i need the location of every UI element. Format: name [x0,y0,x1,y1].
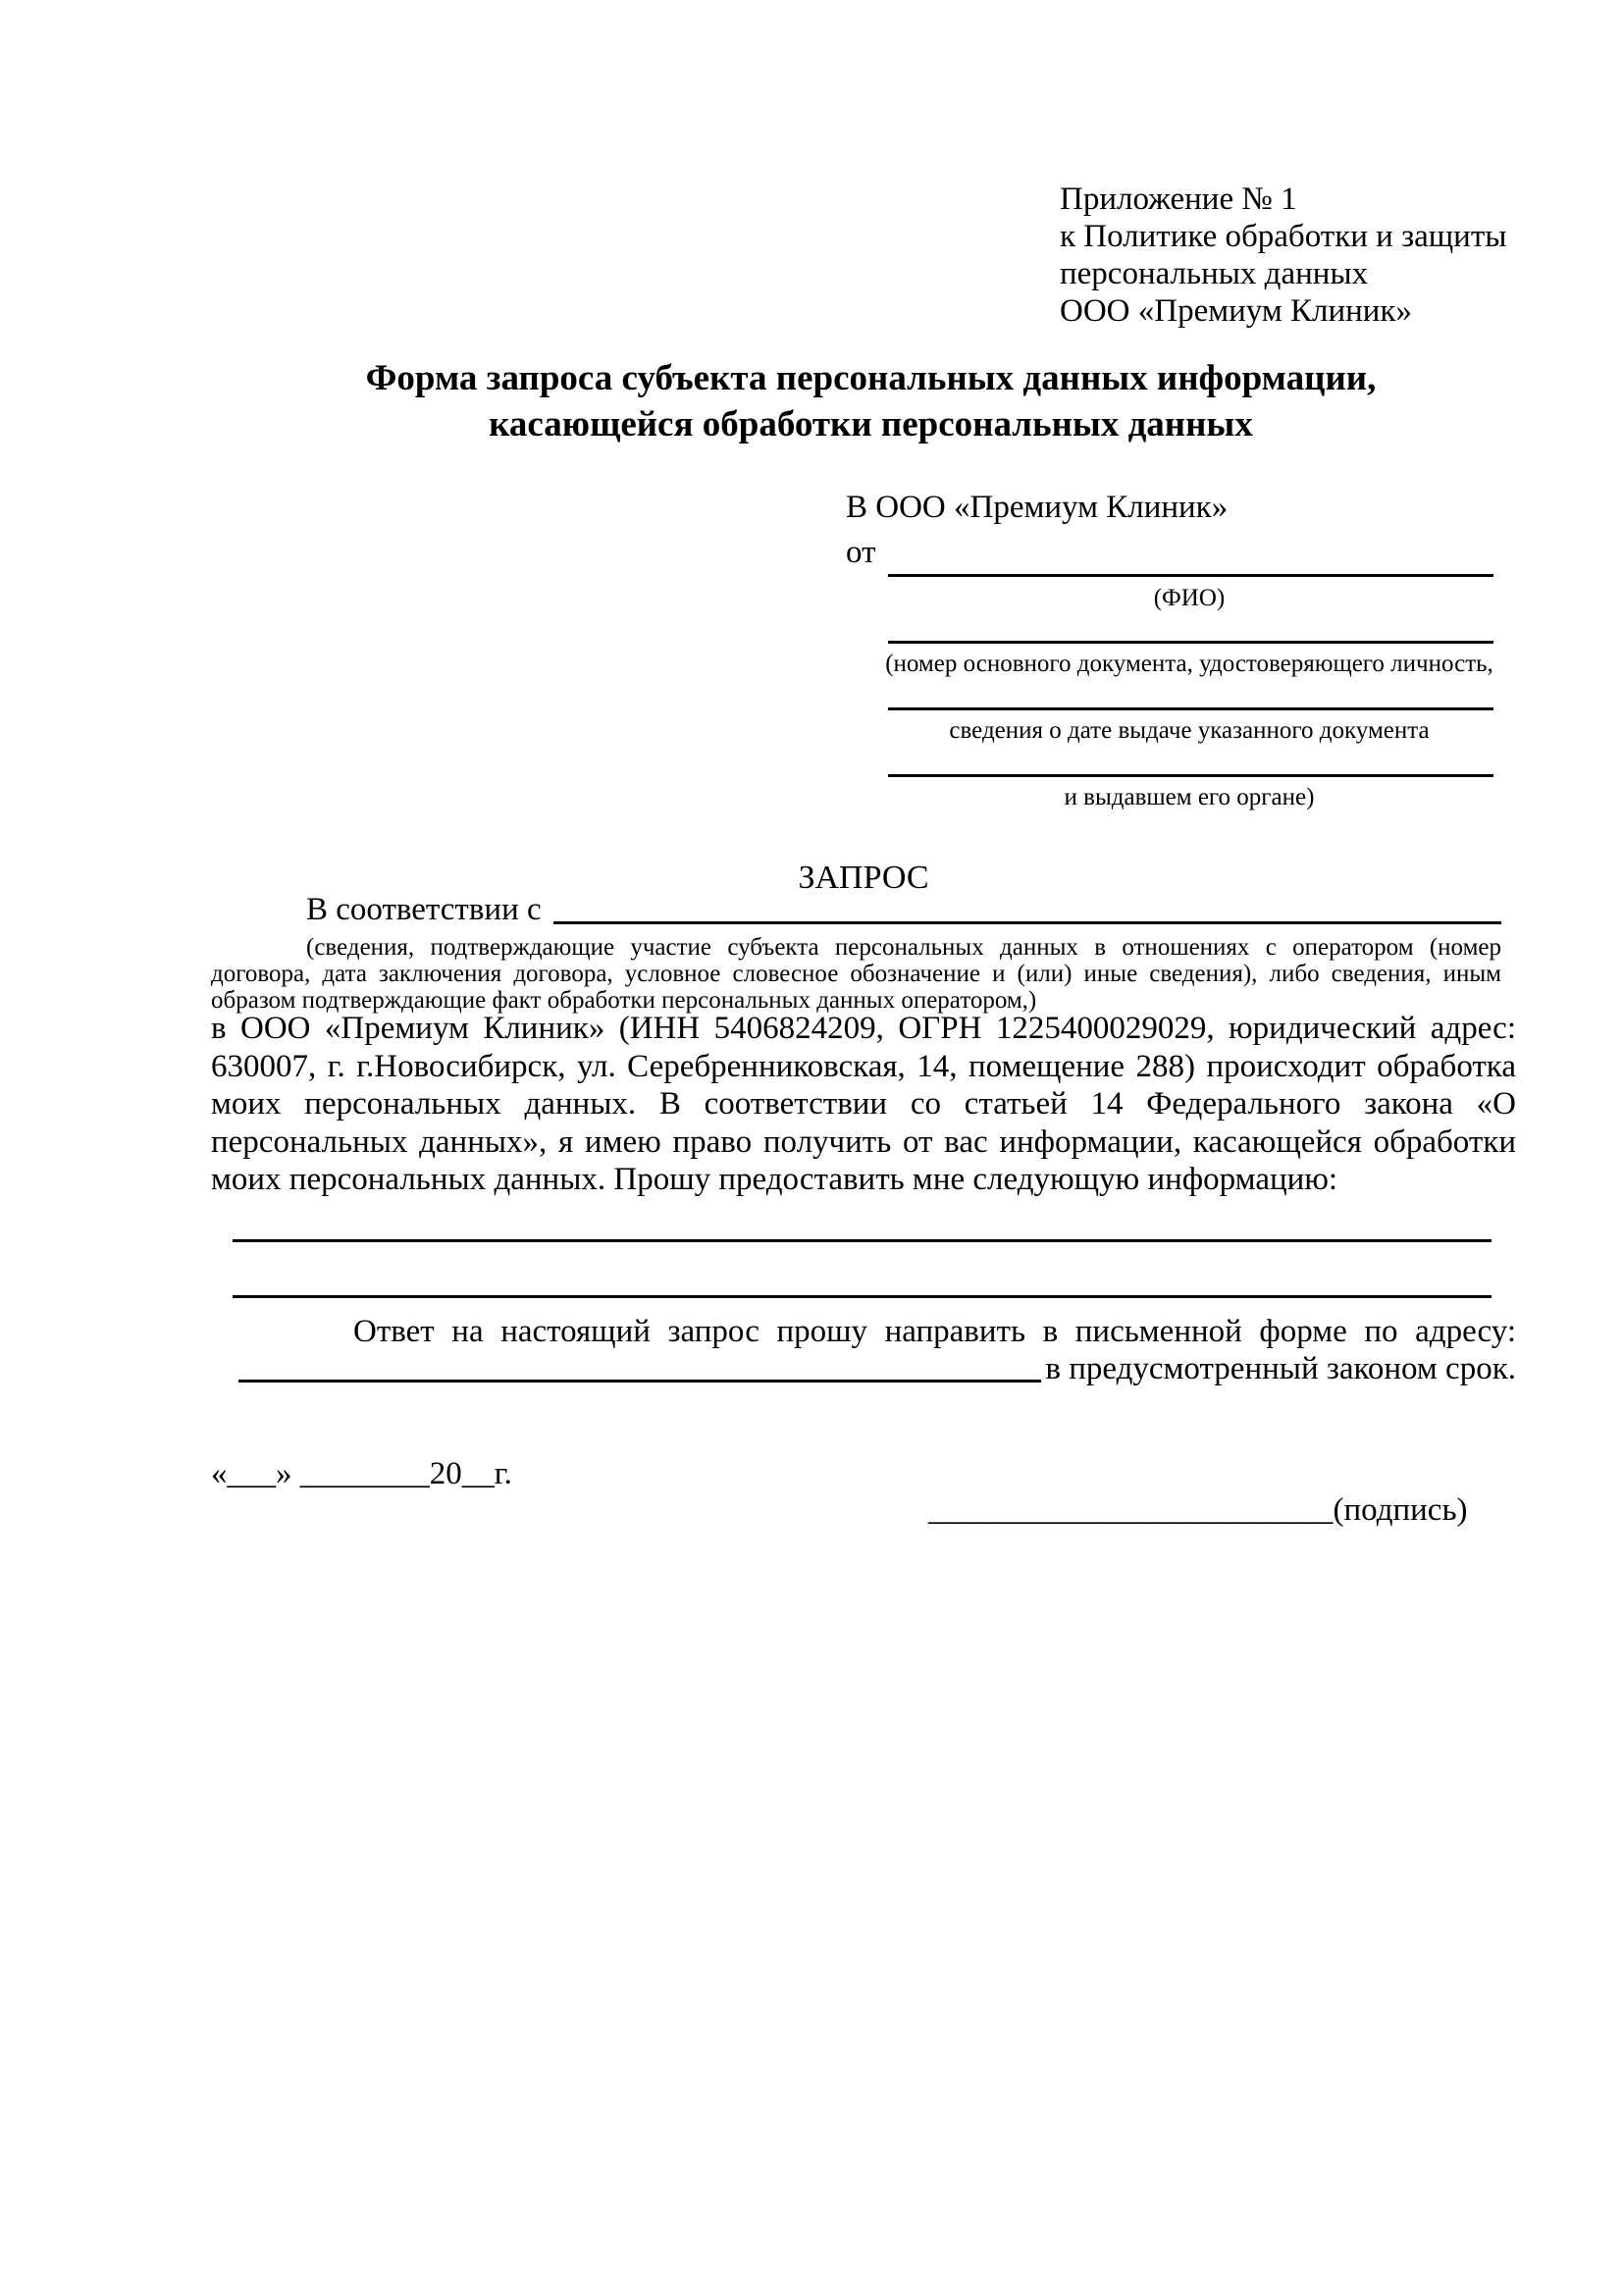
issuing-authority-fill-line [888,774,1493,777]
request-heading: ЗАПРОС [798,860,929,896]
reply-address-sentence: Ответ на настоящий запрос прошу направить в письменной форме по адресу: [353,1314,1516,1349]
appendix-line: Приложение № 1 [1060,182,1297,217]
appendix-line: ООО «Премиум Клиник» [1060,293,1412,329]
accordance-fill-line [553,889,1501,924]
information-fill-line [233,1295,1492,1298]
addressee-from-label: от [846,535,876,570]
document-number-fill-line [888,641,1493,644]
signature-caption: (подпись) [1333,1492,1468,1528]
date-blank: «___» ________20__г. [211,1456,512,1491]
appendix-line: к Политике обработки и защиты [1060,219,1507,254]
document-number-caption: (номер основного документа, удостоверяющего личность, [885,651,1493,677]
page-title-line: касающейся обработки персональных данных [489,404,1253,444]
reply-address-row [211,1349,1516,1388]
accordance-label: В соответствии с [306,892,542,927]
signature-row [896,1456,1468,1565]
page-title-line: Форма запроса субъекта персональных данных информации, [365,358,1377,398]
addressee-to: В ООО «Премиум Клиник» [846,490,1229,525]
reply-address-fill-line [238,1349,1041,1383]
issuing-authority-caption: и выдавшем его органе) [1064,784,1315,810]
signature-fill-line: _________________________ [928,1492,1334,1528]
accordance-caption: (сведения, подтверждающие участие субъекта персональных данных в отношениях с оператором (номер договора, дата заключения договора, условное словесное обозначение и (или) иные сведения), либо сведения, иным образом подтверждающие факт обработки персональных данных оператором,) [211,934,1501,1014]
information-fill-line [233,1239,1492,1242]
fio-caption: (ФИО) [1153,585,1226,611]
reply-deadline-text: в предусмотренный законом срок. [1045,1351,1516,1386]
addressee-block [846,489,1228,571]
request-body-paragraph: в ООО «Премиум Клиник» (ИНН 5406824209, ОГРН 1225400029029, юридический адрес: 630007, г. г.Новосибирск, ул. Серебренниковская, 14, помещение 288) происходит обработка моих персональных данных. В соответствии со статьей 14 Федерального закона «О персональных данных», я имею право получить от вас информации, касающейся обработки моих персональных данных. Прошу предоставить мне следующую информацию: [211,1011,1516,1197]
accordance-row [211,889,1501,930]
issue-date-caption: сведения о дате выдаче указанного документа [949,717,1430,744]
page-title [211,355,1531,447]
issue-date-fill-line [888,707,1493,710]
fio-fill-line [888,574,1493,577]
appendix-line: персональных данных [1060,256,1369,291]
appendix-block [1060,181,1506,330]
